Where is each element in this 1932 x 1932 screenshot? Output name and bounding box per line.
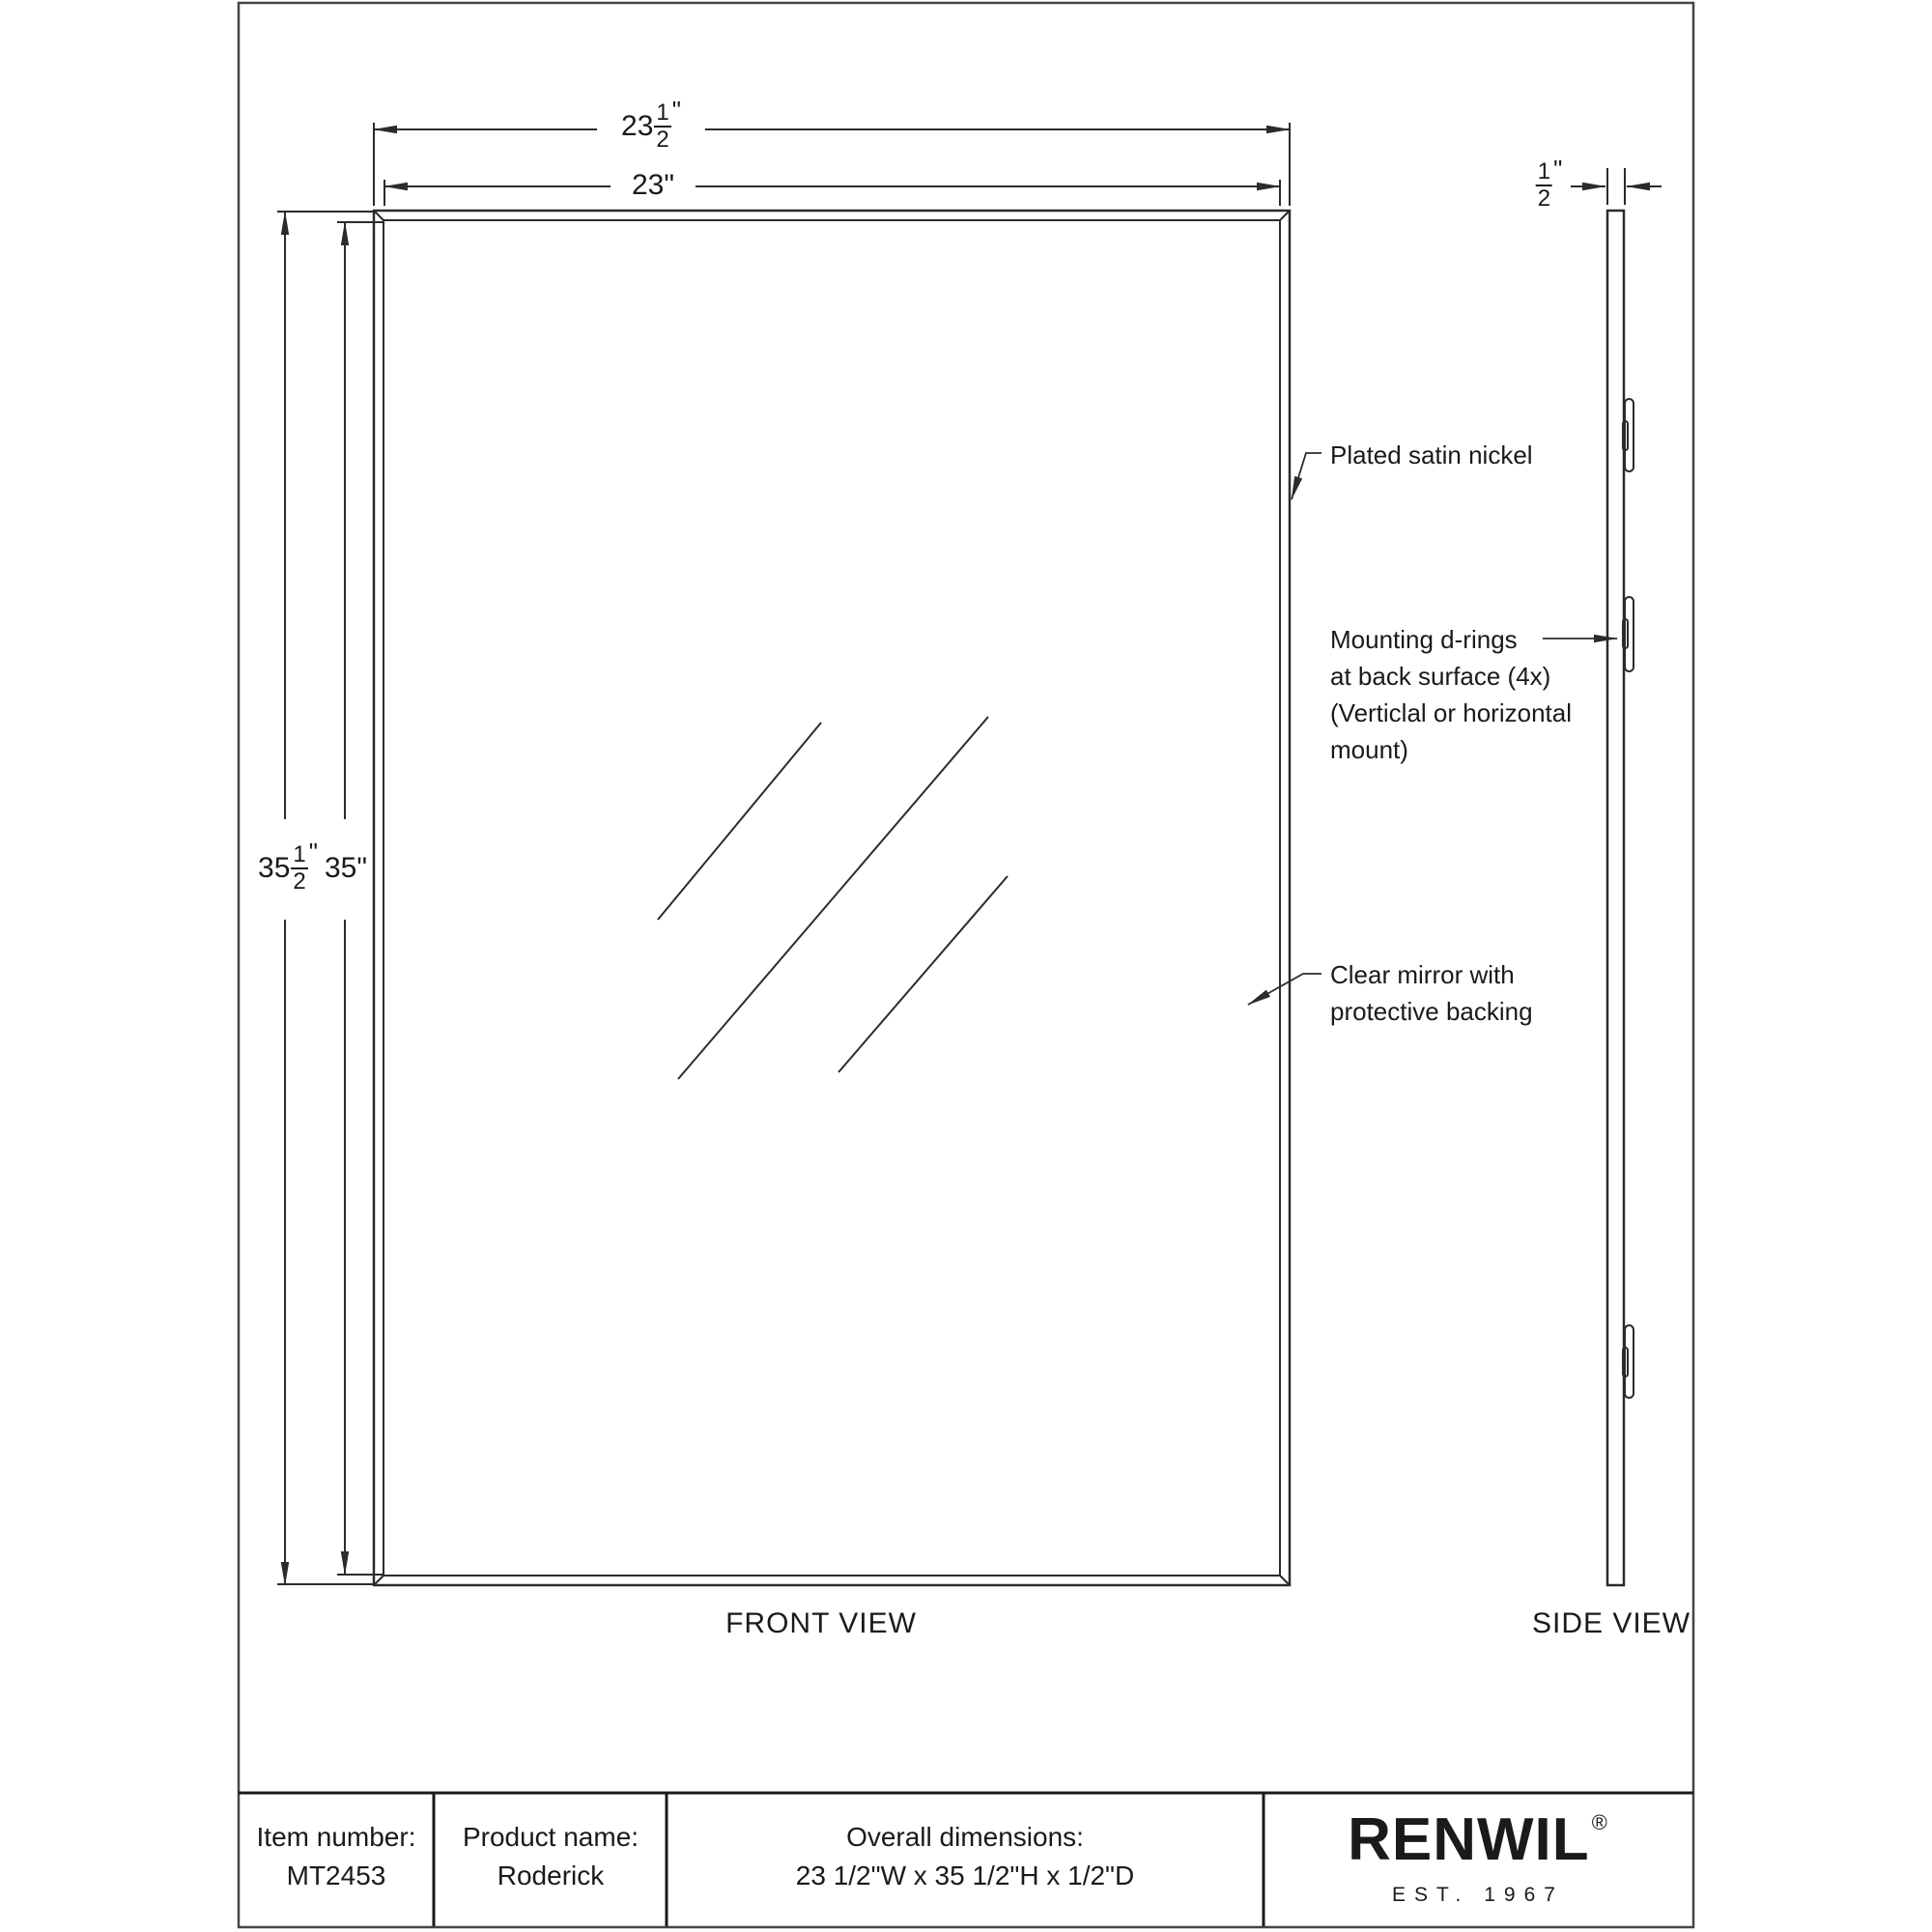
overall-dimensions-value: 23 1/2"W x 35 1/2"H x 1/2"D bbox=[795, 1861, 1135, 1890]
product-name-label: Product name: bbox=[462, 1822, 639, 1852]
mounting-d-ring bbox=[1625, 399, 1634, 471]
frame-miter-corners bbox=[375, 212, 1289, 1584]
depth-label: $\frac{1}{2}$ " bbox=[1535, 160, 1563, 211]
side-view-label: SIDE VIEW bbox=[1531, 1607, 1691, 1639]
frame-outer-edge bbox=[374, 211, 1290, 1585]
item-number-cell bbox=[257, 1818, 416, 1895]
side-view-body bbox=[1607, 211, 1624, 1585]
front-view-label: FRONT VIEW bbox=[725, 1607, 917, 1639]
item-number-value: MT2453 bbox=[286, 1861, 386, 1890]
height-overall-label: 35 $\frac{1}{2}$ " bbox=[258, 838, 318, 895]
side-view-profile bbox=[1607, 211, 1634, 1585]
mounting-annotation-line: Mounting d-rings bbox=[1330, 625, 1518, 654]
overall-dimensions-cell bbox=[796, 1818, 1134, 1895]
mounting-annotation-line: (Verticlal or horizontal bbox=[1330, 698, 1572, 727]
frame-finish-annotation: Plated satin nickel bbox=[1330, 440, 1533, 469]
overall-dimensions-label: Overall dimensions: bbox=[846, 1822, 1084, 1852]
width-overall-label: 23 $\frac{1}{2}$ " bbox=[621, 96, 681, 153]
item-number-label: Item number: bbox=[256, 1822, 416, 1852]
mounting-d-ring bbox=[1625, 1325, 1634, 1398]
mirror-annotation-line: Clear mirror with bbox=[1330, 960, 1515, 989]
brand-cell bbox=[1348, 1806, 1608, 1915]
frame-finish-leader bbox=[1292, 453, 1321, 499]
renwil-logo: RENWIL ® bbox=[1348, 1806, 1608, 1873]
mounting-annotation bbox=[1330, 621, 1572, 768]
extension-lines bbox=[277, 123, 1625, 1584]
mirror-leader bbox=[1248, 974, 1321, 1005]
width-mirror-label: 23" bbox=[628, 169, 678, 202]
mounting-annotation-line: mount) bbox=[1330, 735, 1408, 764]
mounting-d-ring bbox=[1625, 597, 1634, 671]
mirror-shine-lines bbox=[658, 717, 1008, 1079]
registered-trademark-icon: ® bbox=[1591, 1810, 1608, 1834]
height-mirror-label: 35" bbox=[321, 852, 371, 885]
mirror-annotation-line: protective backing bbox=[1330, 997, 1533, 1026]
product-name-value: Roderick bbox=[497, 1861, 605, 1890]
front-view-frame bbox=[374, 211, 1290, 1585]
mounting-annotation-line: at back surface (4x) bbox=[1330, 662, 1551, 691]
mirror-annotation bbox=[1330, 956, 1533, 1030]
frame-inner-edge bbox=[384, 220, 1280, 1576]
brand-tagline: EST. 1967 bbox=[1392, 1884, 1564, 1906]
product-name-cell bbox=[463, 1818, 639, 1895]
